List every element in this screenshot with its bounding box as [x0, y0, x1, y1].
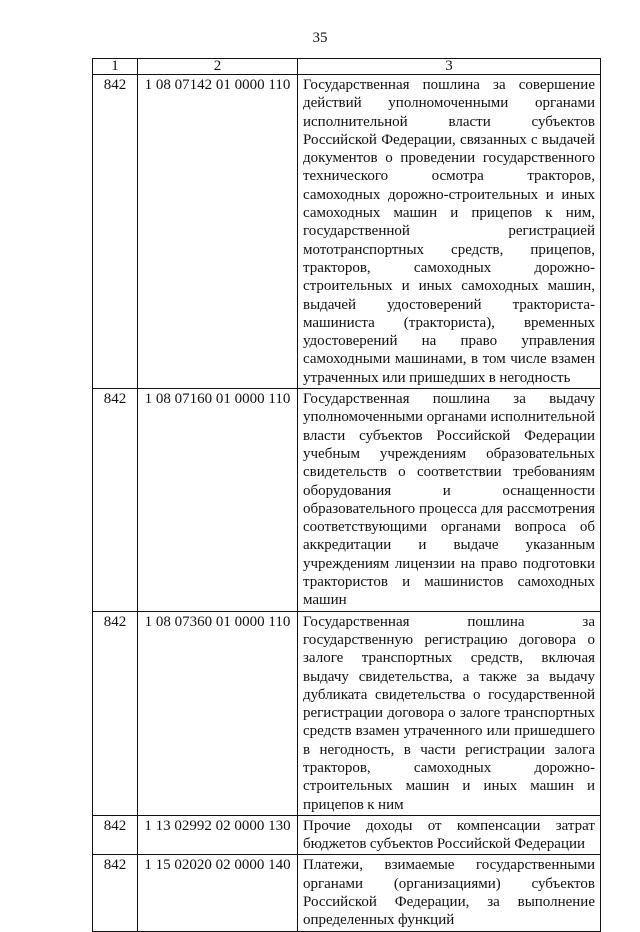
kbk-code-cell: 1 08 07142 01 0000 110	[138, 75, 298, 389]
description-cell: Государственная пошлина за выдачу уполномоченными органами исполнительной власти субъектов Российской Федерации учебным учреждениям образовательных свидетельств о соответствии требованиям оборудования и оснащенности образовательного процесса для рассмотрения соответствующими органами вопроса об аккредитации и выдаче указанным учреждениям лицензии на право подготовки трактористов и машинистов самоходных машин	[298, 389, 601, 612]
table-row	[93, 75, 601, 389]
table-row	[93, 389, 601, 612]
description-cell: Прочие доходы от компенсации затрат бюджетов субъектов Российской Федерации	[298, 815, 601, 855]
admin-code-cell: 842	[93, 75, 138, 389]
kbk-code-cell: 1 08 07360 01 0000 110	[138, 611, 298, 815]
table-row	[93, 815, 601, 855]
description-cell: Платежи, взимаемые государственными органами (организациями) субъектов Российской Федерации, за выполнение определенных функций	[298, 855, 601, 931]
admin-code-cell: 842	[93, 855, 138, 931]
kbk-code-cell: 1 08 07160 01 0000 110	[138, 389, 298, 612]
table-row	[93, 611, 601, 815]
column-header-3: 3	[298, 59, 601, 75]
revenue-codes-table	[92, 58, 601, 932]
description-cell: Государственная пошлина за совершение действий уполномоченными органами исполнительной власти субъектов Российской Федерации, связанных с выдачей документов о проведении государственного технического осмотра тракторов, самоходных дорожно-строительных и иных самоходных машин и прицепов к ним, государственной регистрацией мототранспортных средств, прицепов, тракторов, самоходных дорожно-строительных и иных самоходных машин, выдачей удостоверений тракториста-машиниста (тракториста), временных удостоверений на право управления самоходными машинами, в том числе взамен утраченных или пришедших в негодность	[298, 75, 601, 389]
column-header-2: 2	[138, 59, 298, 75]
description-cell: Государственная пошлина за государственную регистрацию договора о залоге транспортных средств, включая выдачу свидетельства, а также за выдачу дубликата свидетельства о государственной регистрации договора о залоге транспортных средств взамен утраченного или пришедшего в негодность, в части регистрации залога тракторов, самоходных дорожно-строительных машин и иных машин и прицепов к ним	[298, 611, 601, 815]
column-header-1: 1	[93, 59, 138, 75]
table-header-row	[93, 59, 601, 75]
page-number: 35	[312, 30, 328, 46]
kbk-code-cell: 1 15 02020 02 0000 140	[138, 855, 298, 931]
admin-code-cell: 842	[93, 815, 138, 855]
admin-code-cell: 842	[93, 389, 138, 612]
admin-code-cell: 842	[93, 611, 138, 815]
table-row	[93, 855, 601, 931]
kbk-code-cell: 1 13 02992 02 0000 130	[138, 815, 298, 855]
